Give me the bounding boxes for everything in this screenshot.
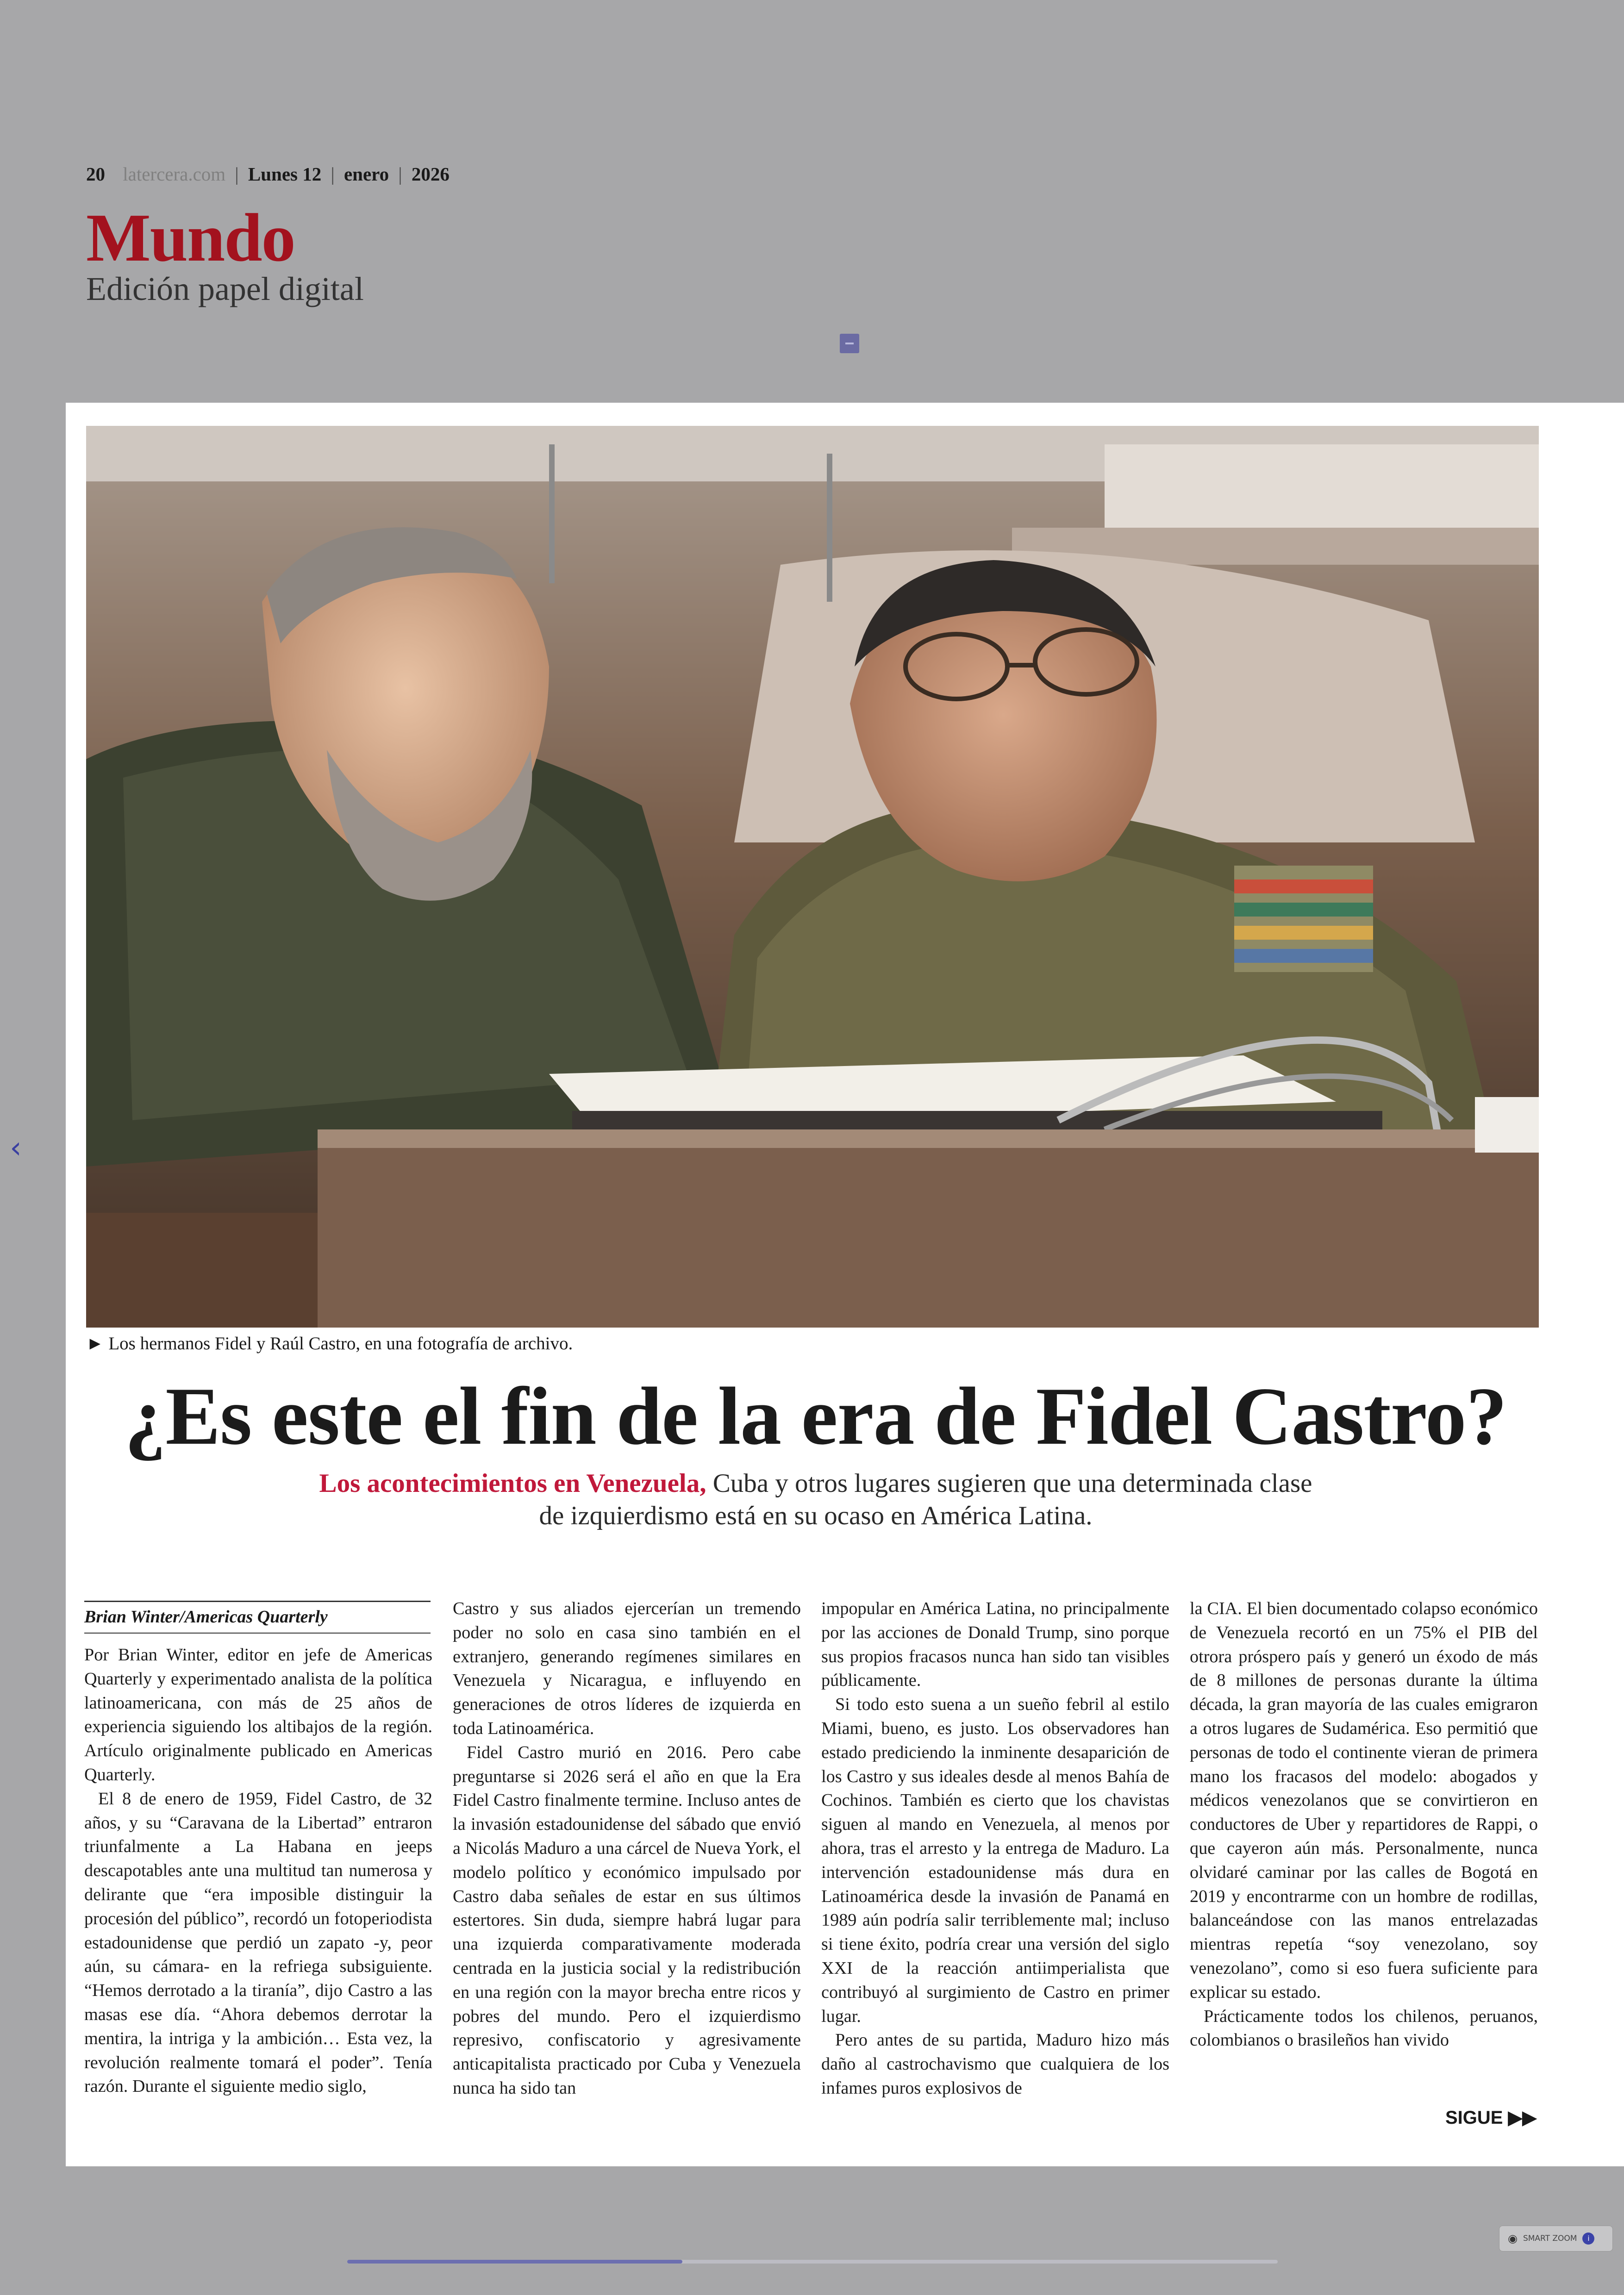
dek-rest: Cuba y otros lugares sugieren que una determinada clase de izquierdismo está en su ocaso en América Latina.	[539, 1469, 1312, 1530]
section-subtitle: Edición papel digital	[86, 270, 364, 307]
body-paragraph: Prácticamente todos los chilenos, peruanos, colombianos o brasileños han vivido	[1190, 2006, 1538, 2050]
article-byline: Brian Winter/Americas Quarterly	[84, 1601, 431, 1634]
separator: |	[398, 163, 402, 185]
prev-page-arrow-icon[interactable]: ‹	[10, 1131, 22, 1165]
body-paragraph: la CIA. El bien documentado colapso económico de Venezuela recortó en un 75% el PIB del otrora próspero país y generó un éxodo de más de 8 millones de personas durante la última década, la gran mayoría de las cuales emigraron a otros lugares de Sudamérica. Eso permitió que personas de todo el continente vieran de primera mano los fracasos del modelo: abogados y médicos venezolanos que se convirtieron en conductores de Uber y repartidores de Rappi, o que cayeron aún más. Personalmente, nunca olvidaré caminar por las calles de Bogotá en 2019 y encontrarme con un hombre de rodillas, balanceándose con las manos entrelazadas mientras repetía “soy venezolano, soy venezolano”, como si eso fuera suficiente para explicar su estado.	[1190, 1599, 1538, 2002]
photo-caption: ► Los hermanos Fidel y Raúl Castro, en una fotografía de archivo.	[86, 1334, 573, 1353]
smart-zoom-label: SMART ZOOM	[1523, 2234, 1577, 2243]
article-column-1	[84, 1643, 432, 2099]
body-paragraph: Pero antes de su partida, Maduro hizo más daño al castrochavismo que cualquiera de los infames puros explosivos de	[821, 2030, 1169, 2098]
section-title: Mundo	[86, 200, 295, 276]
continue-label[interactable]: SIGUE ▶▶	[1445, 2108, 1537, 2128]
newspaper-page	[66, 403, 1624, 2166]
author-bio-paragraph: Por Brian Winter, editor en jefe de Americas Quarterly y experimentado analista de la política latinoamericana, con más de 25 años de experiencia siguiendo los altibajos de la región. Artículo originalmente publicado en Americas Quarterly.	[84, 1645, 432, 1784]
body-paragraph: Castro y sus aliados ejercerían un tremendo poder no solo en casa sino también en el extranjero, generando regímenes similares en Venezuela y Nicaragua, e influyendo en generaciones de otros líderes de izquierda en toda Latinoamérica.	[453, 1599, 801, 1738]
info-icon: i	[1582, 2233, 1594, 2245]
body-paragraph: Fidel Castro murió en 2016. Pero cabe preguntarse si 2026 será el año en que la Era Fidel Castro finalmente termine. Incluso antes de la invasión estadounidense del sábado que envió a Nicolás Maduro a una cárcel de Nueva York, el modelo político y económico impulsado por Castro daba señales de estar en sus últimos estertores. Sin duda, siempre habrá lugar para una izquierda comparativamente moderada centrada en la justicia social y la redistribución en una región con la mayor brecha entre ricos y pobres del mundo. Pero el izquierdismo represivo, confiscatorio y agresivamente anticapitalista practicado por Cuba y Venezuela nunca ha sido tan	[453, 1742, 801, 2098]
article-dek	[306, 1467, 1325, 1532]
article-column-4	[1190, 1597, 1538, 2052]
article-column-2	[453, 1597, 801, 2101]
date-day: Lunes 12	[248, 163, 322, 185]
date-year: 2026	[411, 163, 450, 185]
page-progress-fill	[347, 2260, 682, 2264]
page-header-meta	[86, 163, 450, 185]
date-month: enero	[344, 163, 389, 185]
page-progress-bar[interactable]	[347, 2260, 1278, 2264]
separator: |	[331, 163, 335, 185]
smart-zoom-button[interactable]	[1499, 2226, 1613, 2251]
body-paragraph: Si todo esto suena a un sueño febril al estilo Miami, bueno, es justo. Los observadores han estado prediciendo la inminente desaparición de los Castro y sus ideales desde al menos Bahía de Cochinos. También es cierto que los chavistas siguen al mando en Venezuela, al menos por ahora, tras el arresto y la entrega de Maduro. La intervención estadounidense más dura en Latinoamérica desde la invasión de Panamá en 1989 aún podría salir terriblemente mal; incluso si tiene éxito, podría crear una versión del siglo XXI de la reacción antiimperialista que contribuyó al surgimiento de Castro en primer lugar.	[821, 1695, 1169, 2026]
article-column-3	[821, 1597, 1169, 2101]
dek-lead: Los acontecimientos en Venezuela,	[319, 1469, 706, 1498]
article-photo[interactable]	[86, 426, 1539, 1328]
eye-icon: ◉	[1508, 2232, 1518, 2245]
site-name: latercera.com	[123, 163, 226, 185]
body-paragraph: impopular en América Latina, no principalmente por las acciones de Donald Trump, sino porque sus propios fracasos nunca han sido tan visibles públicamente.	[821, 1599, 1169, 1690]
page-menu-icon[interactable]	[840, 334, 859, 353]
page-number: 20	[86, 163, 105, 185]
separator: |	[235, 163, 239, 185]
body-paragraph: El 8 de enero de 1959, Fidel Castro, de 32 años, y su “Caravana de la Libertad” entraron triunfalmente a La Habana en jeeps descapotables ante una multitud tan numerosa y delirante que “era imposible distinguir la procesión del público”, recordó un fotoperiodista estadounidense que perdió un zapato -y, peor aún, su cámara- en la refriega subsiguiente. “Hemos derrotado a la tiranía”, dijo Castro a las masas ese día. “Ahora debemos derrotar la mentira, la intriga y la ambición… Esta vez, la revolución realmente tomará el poder”. Tenía razón. Durante el siguiente medio siglo,	[84, 1789, 432, 2096]
article-headline: ¿Es este el fin de la era de Fidel Castro?	[125, 1370, 1507, 1462]
